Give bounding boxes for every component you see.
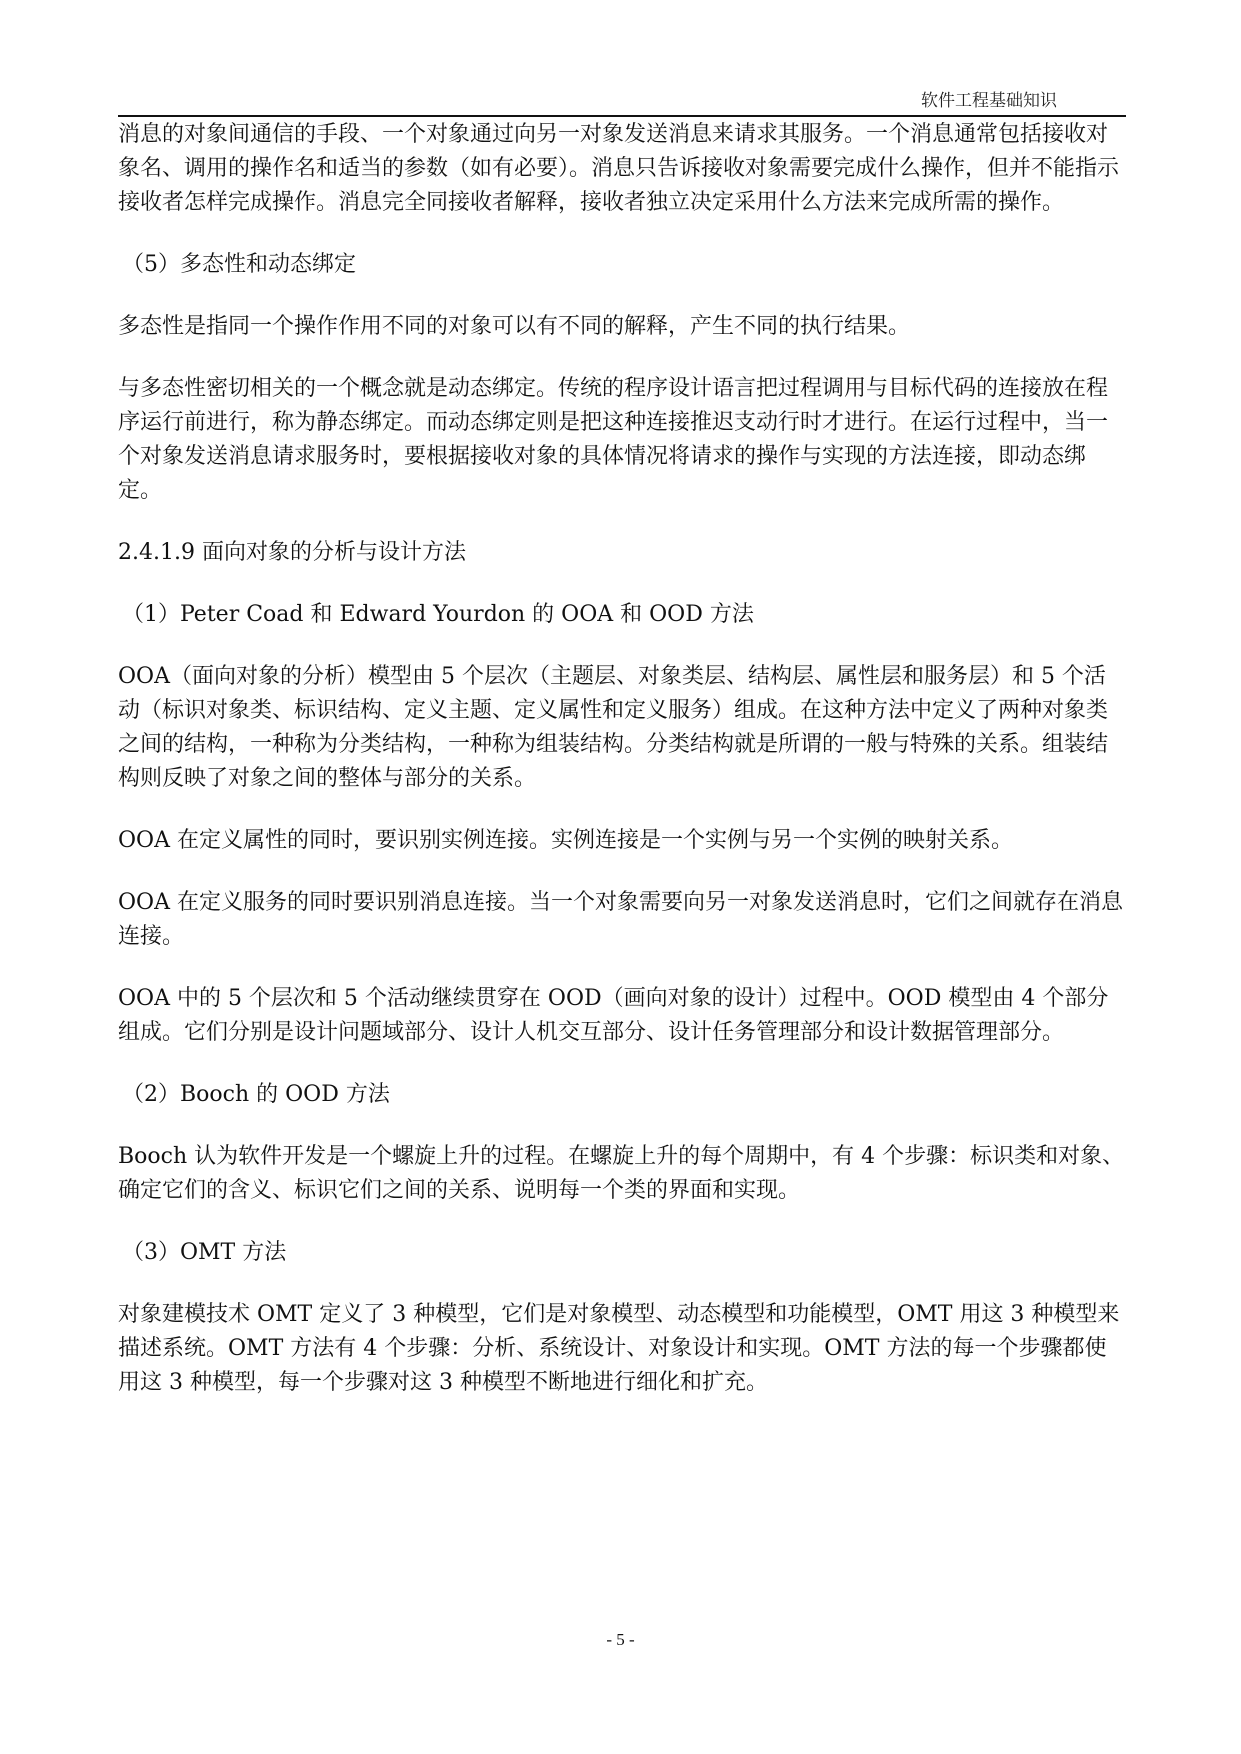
heading-polymorphism: （5）多态性和动态绑定: [122, 252, 356, 277]
paragraph-booch: Booch 认为软件开发是一个螺旋上升的过程。在螺旋上升的每个周期中，有 4 个步骤：标识类和对象、确定它们的含义、标识它们之间的关系、说明每一个类的界面和实现。: [118, 1144, 1125, 1203]
heading-coad-yourdon: （1）Peter Coad 和 Edward Yourdon 的 OOA 和 OOD 方法: [122, 602, 754, 627]
paragraph-ooa-message-connection: OOA 在定义服务的同时要识别消息连接。当一个对象需要向另一对象发送消息时，它们之间就存在消息连接。: [118, 890, 1123, 949]
heading-booch-ood: （2）Booch 的 OOD 方法: [122, 1082, 390, 1107]
paragraph-omt: 对象建模技术 OMT 定义了 3 种模型，它们是对象模型、动态模型和功能模型，OMT 用这 3 种模型来描述系统。OMT 方法有 4 个步骤：分析、系统设计、对象设计和实现。OMT 方法的每一个步骤都使用这 3 种模型，每一个步骤对这 3 种模型不断地进行细化和扩充。: [118, 1302, 1120, 1395]
paragraph-message-passing: 消息的对象间通信的手段、一个对象通过向另一对象发送消息来请求其服务。一个消息通常包括接收对象名、调用的操作名和适当的参数（如有必要）。消息只告诉接收对象需要完成什么操作，但并不能指示接收者怎样完成操作。消息完全同接收者解释，接收者独立决定采用什么方法来完成所需的操作。: [118, 122, 1120, 215]
paragraph-polymorphism-definition: 多态性是指同一个操作作用不同的对象可以有不同的解释，产生不同的执行结果。: [118, 314, 911, 339]
paragraph-ood-model: OOA 中的 5 个层次和 5 个活动继续贯穿在 OOD（画向对象的设计）过程中。OOD 模型由 4 个部分组成。它们分别是设计问题域部分、设计人机交互部分、设计任务管理部分和设计数据管理部分。: [118, 986, 1109, 1045]
section-heading-2-4-1-9: 2.4.1.9 面向对象的分析与设计方法: [118, 540, 466, 565]
paragraph-dynamic-binding: 与多态性密切相关的一个概念就是动态绑定。传统的程序设计语言把过程调用与目标代码的连接放在程序运行前进行，称为静态绑定。而动态绑定则是把这种连接推迟支动行时才进行。在运行过程中，当一个对象发送消息请求服务时，要根据接收对象的具体情况将请求的操作与实现的方法连接，即动态绑定。: [118, 376, 1109, 503]
paragraph-ooa-instance-connection: OOA 在定义属性的同时，要识别实例连接。实例连接是一个实例与另一个实例的映射关系。: [118, 828, 1013, 853]
paragraph-ooa-model: OOA（面向对象的分析）模型由 5 个层次（主题层、对象类层、结构层、属性层和服务层）和 5 个活动（标识对象类、标识结构、定义主题、定义属性和定义服务）组成。在这种方法中定义了两种对象类之间的结构，一种称为分类结构，一种称为组装结构。分类结构就是所谓的一般与特殊的关系。组装结构则反映了对象之间的整体与部分的关系。: [118, 664, 1109, 791]
header-rule: [118, 115, 1126, 117]
page-body: [118, 118, 1126, 1428]
page-number: - 5 -: [606, 1630, 635, 1649]
running-header-title: 软件工程基础知识: [921, 91, 1057, 111]
heading-omt: （3）OMT 方法: [122, 1240, 287, 1265]
